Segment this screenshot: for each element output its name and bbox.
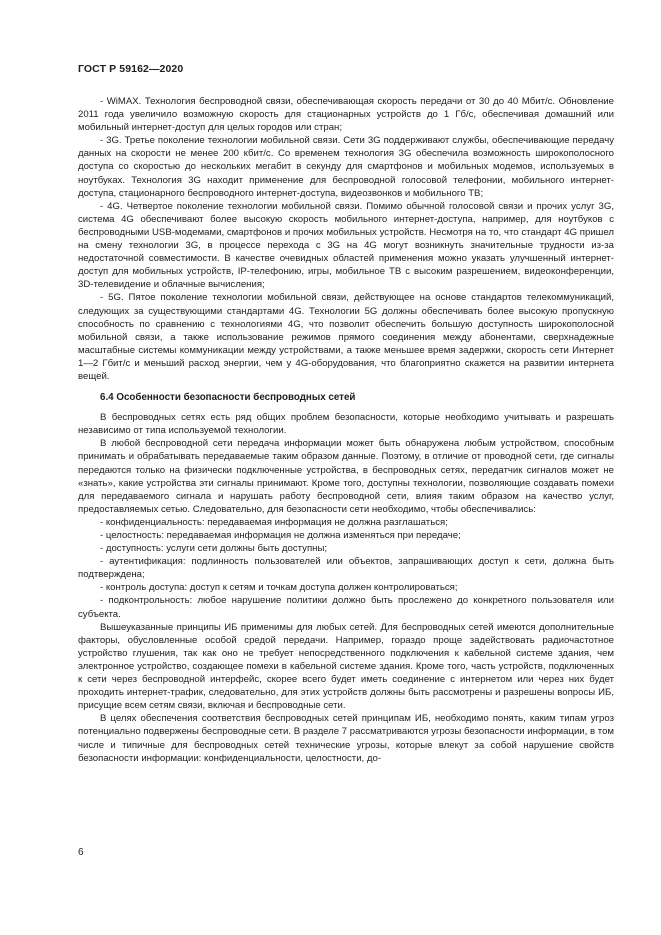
list-item: - аутентификация: подлинность пользователей или объектов, запрашивающих доступ к сети, должна быть подтверждена; bbox=[78, 556, 614, 581]
paragraph-5g: - 5G. Пятое поколение технологии мобильной связи, действующее на основе стандартов телекоммуникаций, следующих за существующими стандартами 4G. Технологии 5G должны обеспечивать более высокую пропускную способность по сравнению с технологиями 4G, что позволит обеспечить большую доступность широкополосной мобильной связи, а также использование режимов прямого соединения между абонентами, сверхнадежные масштабные системы коммуникации между устройствами, а также меньшее время задержки, скорость сети Интернет 1—2 Гбит/с и меньший расход энергии, чем у 4G-оборудования, что благоприятно скажется на развитии интернета вещей. bbox=[78, 292, 614, 382]
paragraph: В целях обеспечения соответствия беспроводных сетей принципам ИБ, необходимо понять, каким типам угроз потенциально подвержены беспроводные сети. В разделе 7 рассматриваются угрозы безопасности информации, в том числе и типичные для беспроводных сетей технические угрозы, которые влекут за собой нарушение свойств безопасности информации: конфиденциальности, целостности, до- bbox=[78, 713, 614, 764]
paragraph: Вышеуказанные принципы ИБ применимы для любых сетей. Для беспроводных сетей имеются дополнительные факторы, обусловленные особой средой передачи. Например, гораздо проще задействовать радиочастотное устройство глушения, так как оно не требует непосредственного подключения к кабельной системе здания, чем электронное устройство, создающее помехи в кабельной системе здания. Кроме того, часть устройств, подключенных к сети через беспроводной интерфейс, скорее всего будет иметь соединение с интернетом или через них будет проходить интернет-трафик, следовательно, для этих устройств должны быть рассмотрены и разрешены вопросы ИБ, присущие всем сетям связи, включая и беспроводные сети. bbox=[78, 621, 614, 712]
list-item: - контроль доступа: доступ к сетям и точкам доступа должен контролироваться; bbox=[100, 582, 458, 594]
section-heading: 6.4 Особенности безопасности беспроводных сетей bbox=[100, 392, 356, 404]
page-number: 6 bbox=[78, 847, 84, 858]
list-item: - конфиденциальность: передаваемая информация не должна разглашаться; bbox=[100, 516, 448, 528]
body-text bbox=[78, 95, 614, 765]
list-item: - целостность: передаваемая информация не должна изменяться при передаче; bbox=[100, 530, 461, 541]
paragraph: В беспроводных сетях есть ряд общих проблем безопасности, которые необходимо учитывать и разрешать независимо от типа используемой технологии. bbox=[78, 412, 614, 437]
paragraph: В любой беспроводной сети передача информации может быть обнаружена любым устройством, способным принимать и обрабатывать передаваемые таким образом данные. Поэтому, в отличие от проводной сети, где сигналы передаются только на физически подключенные устройства, в беспроводных сетях, передатчик сигналов может не «знать», какие устройства эти сигналы принимают. Кроме того, доступны технологии, позволяющие создавать помехи для передаваемого сигнала и нарушать работу беспроводной сети, влияя таким образом на качество услуг, предоставляемых сетью. Следовательно, для безопасности сети необходимо, чтобы обеспечивались: bbox=[78, 438, 614, 515]
document-header: ГОСТ Р 59162—2020 bbox=[78, 63, 184, 75]
paragraph-3g: - 3G. Третье поколение технологии мобильной связи. Сети 3G поддерживают службы, обеспечивающие передачу данных на скорости не менее 200 кбит/с. Со временем технология 3G обеспечила возможность широкополосного доступа со скоростью до нескольких мегабит в секунду для смартфонов и мобильных модемов, используемых в ноутбуках. Технология 3G находит применение для беспроводной голосовой телефонии, мобильного интернет-доступа, стационарного беспроводного интернет-доступа, видеозвонков и мобильного ТВ; bbox=[78, 135, 614, 199]
list-item: - доступность: услуги сети должны быть доступны; bbox=[100, 543, 328, 555]
paragraph-4g: - 4G. Четвертое поколение технологии мобильной связи. Помимо обычной голосовой связи и прочих услуг 3G, система 4G обеспечивают более высокую скорость мобильного интернет-доступа, например, для ноутбуков с беспроводными USB-модемами, смартфонов и прочих мобильных устройств. Несмотря на то, что стандарт 4G пришел на смену технологии 3G, в процессе перехода с 3G на 4G могут возникнуть значительные трудности из-за недостаточной совместимости. В качестве очевидных областей применения можно указать улучшенный интернет-доступ для мобильных устройств, IP-телефонию, игры, мобильное ТВ с высоким разрешением, видеоконференции, 3D-телевидение и облачные вычисления; bbox=[78, 200, 614, 291]
paragraph-wimax: - WiMAX. Технология беспроводной связи, обеспечивающая скорость передачи от 30 до 40 Мбит/с. Обновление 2011 года увеличило возможную скорость для стационарных устройств до 1 Гб/с, обеспечивая домашний или мобильный интернет-доступ для целых городов или стран; bbox=[78, 96, 614, 134]
list-item: - подконтрольность: любое нарушение политики должно быть прослежено до конкретного пользователя или субъекта. bbox=[78, 595, 614, 620]
